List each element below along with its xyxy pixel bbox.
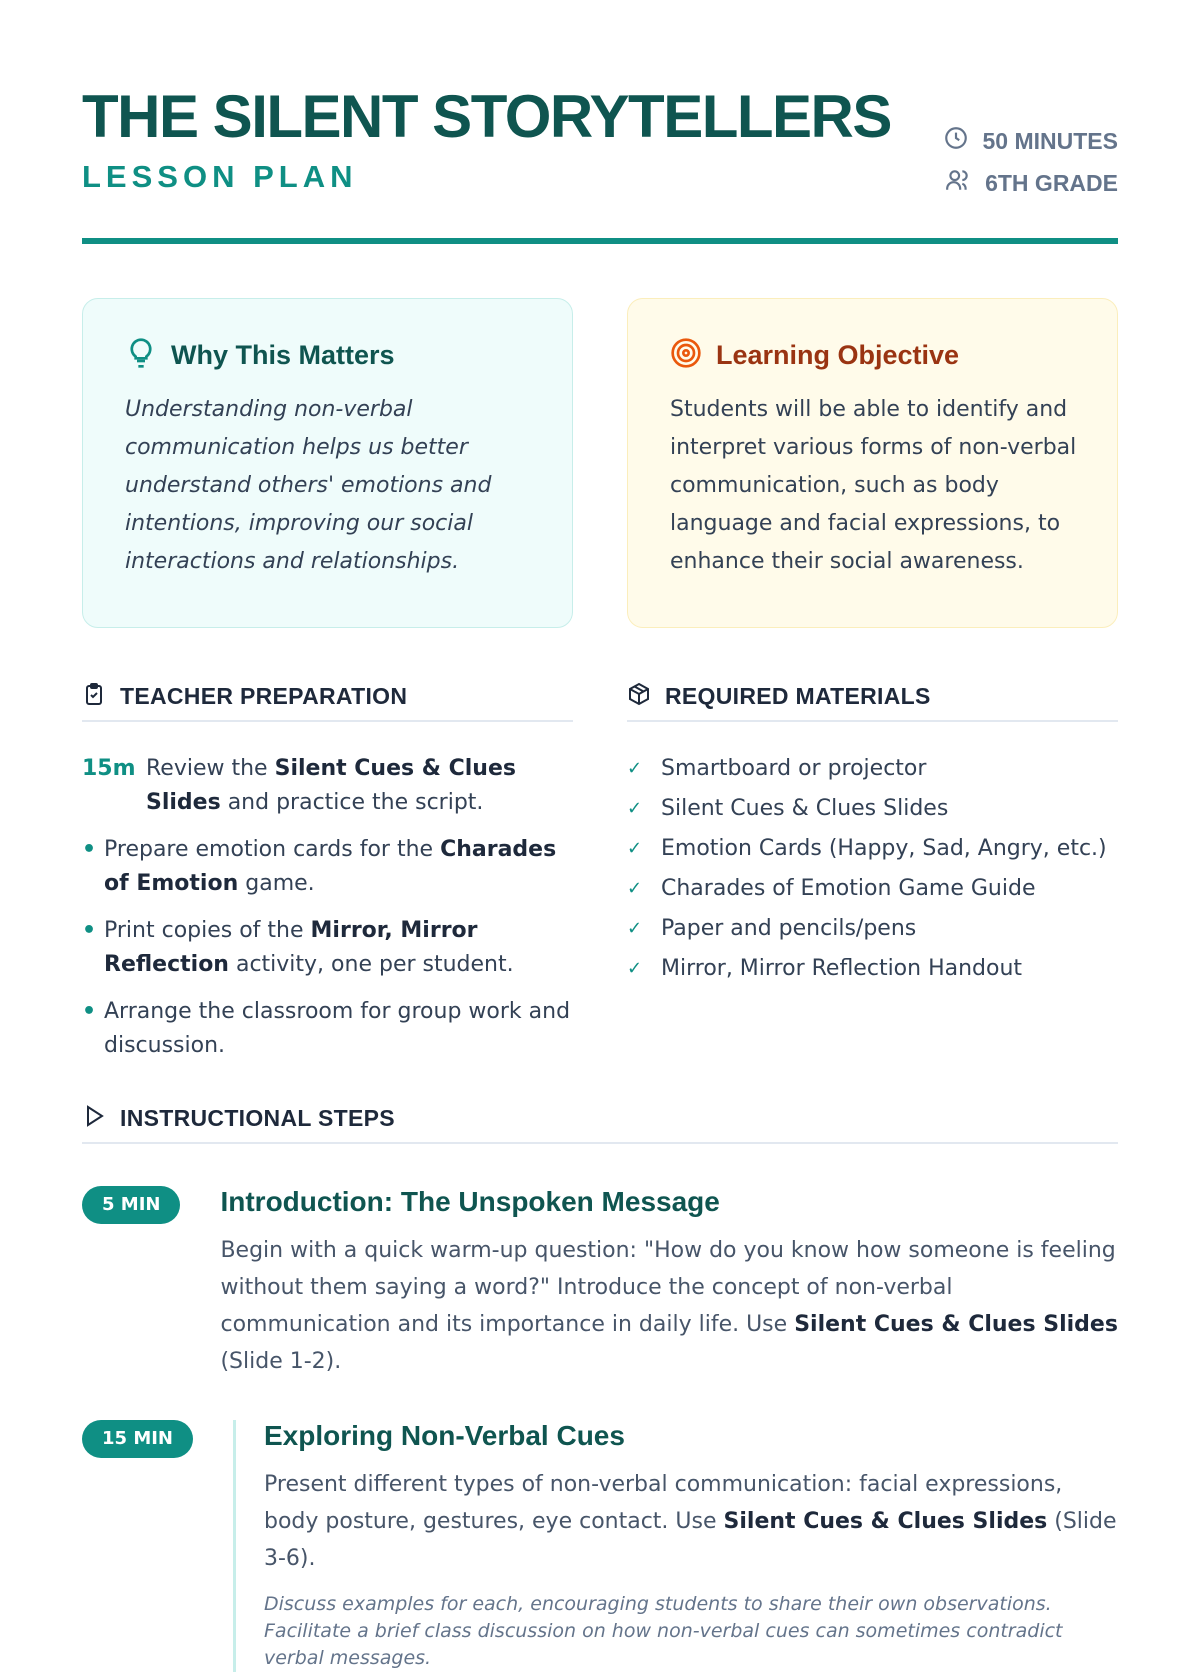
required-materials xyxy=(627,682,1118,1076)
page-subtitle: LESSON PLAN xyxy=(82,159,358,194)
prep-item xyxy=(82,752,573,820)
prep-item-pre: Print copies of the xyxy=(104,918,311,943)
material-label: Silent Cues & Clues Slides xyxy=(661,796,949,821)
duration-meta xyxy=(943,120,1118,162)
intro-cards xyxy=(82,298,1118,628)
prep-materials-section xyxy=(82,682,1118,1076)
prep-item-pre: Arrange the classroom for group work and discussion. xyxy=(104,999,571,1058)
materials-list xyxy=(627,752,1118,986)
step-item xyxy=(82,1420,1118,1672)
why-card-header xyxy=(125,337,532,373)
check-icon: ✓ xyxy=(627,798,643,819)
target-icon xyxy=(670,337,702,373)
prep-item-bold: Silent Cues & Clues Slides xyxy=(146,756,516,815)
materials-header xyxy=(627,682,1118,722)
instructional-steps xyxy=(82,1104,1118,1672)
grade-text: 6TH GRADE xyxy=(985,169,1118,196)
step-text-pre: Present different types of non-verbal communication: facial expressions, body posture, gestures, eye contact. Use xyxy=(264,1472,1063,1534)
steps-header xyxy=(82,1104,1118,1144)
why-card xyxy=(82,298,573,628)
bullet-icon: • xyxy=(82,918,97,943)
lesson-meta xyxy=(943,120,1118,204)
page-title: THE SILENT STORYTELLERS xyxy=(82,83,891,150)
material-item xyxy=(627,952,1118,986)
prep-item-bold: Charades of Emotion xyxy=(104,837,557,896)
check-icon: ✓ xyxy=(627,758,643,779)
prep-list xyxy=(82,752,573,1063)
step-text-post: (Slide 1-2). xyxy=(220,1349,342,1374)
step-title: Exploring Non-Verbal Cues xyxy=(264,1420,625,1451)
check-icon: ✓ xyxy=(627,838,643,859)
teacher-prep xyxy=(82,682,573,1076)
step-body xyxy=(220,1186,1118,1380)
step-text xyxy=(220,1232,1118,1380)
step-note: Discuss examples for each, encouraging students to share their own observations. Facilitate a brief class discussion on how non-verbal cues can sometimes contradict verbal messages. xyxy=(264,1593,1063,1669)
step-text-pre: Begin with a quick warm-up question: "How do you know how someone is feeling without them saying a word?" Introduce the concept of non-verbal communication and its importance in daily life. Use xyxy=(220,1238,1116,1337)
steps-title: INSTRUCTIONAL STEPS xyxy=(120,1104,395,1131)
material-label: Mirror, Mirror Reflection Handout xyxy=(661,956,1023,981)
prep-time: 15m xyxy=(82,756,136,781)
step-text-bold: Silent Cues & Clues Slides xyxy=(723,1509,1048,1534)
prep-item xyxy=(82,833,573,901)
grade-meta xyxy=(943,162,1118,204)
material-item xyxy=(627,752,1118,786)
step-body xyxy=(233,1420,1118,1672)
why-title: Why This Matters xyxy=(171,339,395,370)
header xyxy=(82,83,1118,244)
clipboard-check-icon xyxy=(82,682,106,710)
material-label: Emotion Cards (Happy, Sad, Angry, etc.) xyxy=(661,836,1107,861)
prep-item-bold: Mirror, Mirror Reflection xyxy=(104,918,478,977)
objective-title: Learning Objective xyxy=(716,339,960,370)
check-icon: ✓ xyxy=(627,918,643,939)
users-icon xyxy=(945,167,971,199)
step-text-bold: Silent Cues & Clues Slides xyxy=(794,1312,1118,1337)
material-item xyxy=(627,792,1118,826)
step-text xyxy=(264,1466,1118,1577)
play-icon xyxy=(82,1104,106,1132)
objective-card-header xyxy=(670,337,1077,373)
objective-card xyxy=(627,298,1118,628)
step-text-post: (Slide 3-6). xyxy=(264,1509,1117,1571)
prep-title: TEACHER PREPARATION xyxy=(120,682,408,709)
material-label: Charades of Emotion Game Guide xyxy=(661,876,1036,901)
material-item xyxy=(627,872,1118,906)
prep-item-pre: Review the xyxy=(146,756,275,781)
step-title: Introduction: The Unspoken Message xyxy=(220,1186,720,1217)
prep-item-text xyxy=(146,752,573,820)
package-icon xyxy=(627,682,651,710)
prep-item-post: and practice the script. xyxy=(220,790,484,815)
prep-item-text xyxy=(104,914,573,982)
bullet-icon: • xyxy=(82,999,97,1024)
time-badge: 15 MIN xyxy=(82,1420,193,1458)
prep-header xyxy=(82,682,573,722)
duration-text: 50 MINUTES xyxy=(982,127,1118,154)
time-badge: 5 MIN xyxy=(82,1186,180,1224)
check-icon: ✓ xyxy=(627,958,643,979)
prep-item-text xyxy=(104,833,573,901)
prep-item-post: activity, one per student. xyxy=(228,952,514,977)
material-item xyxy=(627,832,1118,866)
prep-item-post: game. xyxy=(238,871,315,896)
prep-item xyxy=(82,995,573,1063)
prep-item-pre: Prepare emotion cards for the xyxy=(104,837,441,862)
materials-title: REQUIRED MATERIALS xyxy=(665,682,931,709)
clock-icon xyxy=(943,125,969,157)
material-label: Smartboard or projector xyxy=(661,756,927,781)
prep-item xyxy=(82,914,573,982)
material-label: Paper and pencils/pens xyxy=(661,916,917,941)
why-text: Understanding non-verbal communication helps us better understand others' emotions and intentions, improving our social interactions and relationships. xyxy=(125,397,492,574)
step-item xyxy=(82,1186,1118,1380)
lightbulb-icon xyxy=(125,337,157,373)
bullet-icon: • xyxy=(82,837,97,862)
check-icon: ✓ xyxy=(627,878,643,899)
objective-text: Students will be able to identify and interpret various forms of non-verbal communication, such as body language and facial expressions, to enhance their social awareness. xyxy=(670,397,1077,574)
material-item xyxy=(627,912,1118,946)
prep-item-text xyxy=(104,995,573,1063)
